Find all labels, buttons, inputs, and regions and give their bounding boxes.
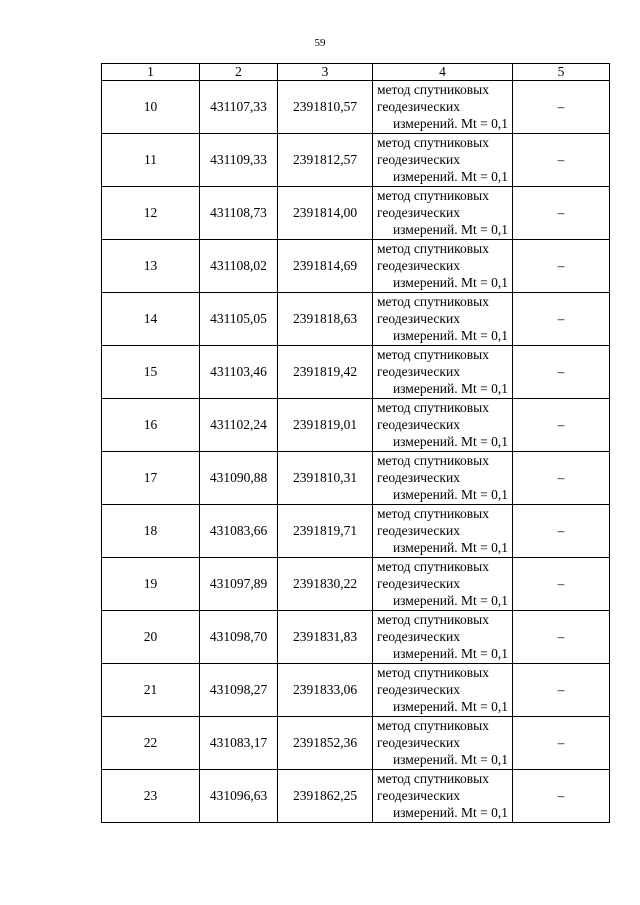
y-coordinate-cell: 2391812,57 [278, 134, 373, 187]
method-line: геодезических [377, 417, 460, 432]
y-coordinate-cell: 2391819,42 [278, 346, 373, 399]
method-line: измерений. Mt = 0,1 [392, 646, 508, 661]
header-row [102, 64, 610, 81]
note-cell: – [513, 505, 610, 558]
y-coordinate-cell: 2391831,83 [278, 611, 373, 664]
method-line: геодезических [377, 364, 460, 379]
y-coordinate-cell: 2391862,25 [278, 770, 373, 823]
method-cell [373, 611, 513, 664]
method-line: измерений. Mt = 0,1 [392, 275, 508, 290]
point-number-cell: 19 [102, 558, 200, 611]
method-line: измерений. Mt = 0,1 [392, 487, 508, 502]
method-cell [373, 240, 513, 293]
x-coordinate-cell: 431096,63 [200, 770, 278, 823]
y-coordinate-cell: 2391852,36 [278, 717, 373, 770]
method-line: метод спутниковых [377, 506, 489, 521]
x-coordinate-cell: 431098,70 [200, 611, 278, 664]
y-coordinate-cell: 2391830,22 [278, 558, 373, 611]
method-line: геодезических [377, 99, 460, 114]
method-line: метод спутниковых [377, 453, 489, 468]
y-coordinate-cell: 2391810,57 [278, 81, 373, 134]
method-cell [373, 558, 513, 611]
note-cell: – [513, 717, 610, 770]
note-cell: – [513, 770, 610, 823]
header-col-2: 2 [200, 64, 278, 81]
method-line: геодезических [377, 470, 460, 485]
method-line: метод спутниковых [377, 400, 489, 415]
x-coordinate-cell: 431109,33 [200, 134, 278, 187]
method-cell [373, 664, 513, 717]
point-number-cell: 16 [102, 399, 200, 452]
method-line: геодезических [377, 523, 460, 538]
point-number-cell: 14 [102, 293, 200, 346]
method-line: метод спутниковых [377, 612, 489, 627]
header-col-5: 5 [513, 64, 610, 81]
method-line: геодезических [377, 629, 460, 644]
method-line: геодезических [377, 735, 460, 750]
method-line: измерений. Mt = 0,1 [392, 805, 508, 820]
x-coordinate-cell: 431102,24 [200, 399, 278, 452]
table-row [102, 505, 610, 558]
method-line: метод спутниковых [377, 294, 489, 309]
table-row [102, 717, 610, 770]
method-cell [373, 81, 513, 134]
method-line: геодезических [377, 152, 460, 167]
method-line: метод спутниковых [377, 771, 489, 786]
point-number-cell: 17 [102, 452, 200, 505]
point-number-cell: 13 [102, 240, 200, 293]
method-line: геодезических [377, 311, 460, 326]
method-cell [373, 505, 513, 558]
point-number-cell: 12 [102, 187, 200, 240]
method-cell [373, 134, 513, 187]
method-cell [373, 293, 513, 346]
table-row [102, 346, 610, 399]
method-line: метод спутниковых [377, 718, 489, 733]
y-coordinate-cell: 2391819,01 [278, 399, 373, 452]
method-line: измерений. Mt = 0,1 [392, 593, 508, 608]
header-col-4: 4 [373, 64, 513, 81]
method-line: геодезических [377, 788, 460, 803]
method-line: измерений. Mt = 0,1 [392, 222, 508, 237]
note-cell: – [513, 558, 610, 611]
point-number-cell: 20 [102, 611, 200, 664]
point-number-cell: 18 [102, 505, 200, 558]
note-cell: – [513, 346, 610, 399]
table-row [102, 134, 610, 187]
method-cell [373, 399, 513, 452]
x-coordinate-cell: 431105,05 [200, 293, 278, 346]
y-coordinate-cell: 2391814,69 [278, 240, 373, 293]
header-col-1: 1 [102, 64, 200, 81]
method-line: геодезических [377, 205, 460, 220]
method-line: измерений. Mt = 0,1 [392, 434, 508, 449]
table-row [102, 558, 610, 611]
y-coordinate-cell: 2391814,00 [278, 187, 373, 240]
table-row [102, 664, 610, 717]
method-line: измерений. Mt = 0,1 [392, 540, 508, 555]
table-row [102, 81, 610, 134]
method-line: измерений. Mt = 0,1 [392, 169, 508, 184]
table-row [102, 240, 610, 293]
note-cell: – [513, 187, 610, 240]
point-number-cell: 23 [102, 770, 200, 823]
page-number: 59 [314, 37, 326, 49]
note-cell: – [513, 81, 610, 134]
x-coordinate-cell: 431083,66 [200, 505, 278, 558]
note-cell: – [513, 452, 610, 505]
point-number-cell: 15 [102, 346, 200, 399]
method-cell [373, 452, 513, 505]
x-coordinate-cell: 431103,46 [200, 346, 278, 399]
method-line: измерений. Mt = 0,1 [392, 328, 508, 343]
note-cell: – [513, 293, 610, 346]
method-line: геодезических [377, 258, 460, 273]
note-cell: – [513, 399, 610, 452]
method-line: метод спутниковых [377, 665, 489, 680]
table-row [102, 187, 610, 240]
table-row [102, 293, 610, 346]
x-coordinate-cell: 431107,33 [200, 81, 278, 134]
table-row [102, 452, 610, 505]
method-cell [373, 346, 513, 399]
method-cell [373, 717, 513, 770]
method-line: метод спутниковых [377, 82, 489, 97]
header-col-3: 3 [278, 64, 373, 81]
x-coordinate-cell: 431098,27 [200, 664, 278, 717]
x-coordinate-cell: 431108,73 [200, 187, 278, 240]
table-row [102, 611, 610, 664]
note-cell: – [513, 240, 610, 293]
point-number-cell: 11 [102, 134, 200, 187]
table-body [102, 81, 610, 823]
y-coordinate-cell: 2391810,31 [278, 452, 373, 505]
table-row [102, 770, 610, 823]
method-line: геодезических [377, 682, 460, 697]
point-number-cell: 10 [102, 81, 200, 134]
coordinates-table [101, 63, 610, 823]
method-line: геодезических [377, 576, 460, 591]
method-line: измерений. Mt = 0,1 [392, 699, 508, 714]
method-line: измерений. Mt = 0,1 [392, 752, 508, 767]
note-cell: – [513, 664, 610, 717]
x-coordinate-cell: 431083,17 [200, 717, 278, 770]
note-cell: – [513, 134, 610, 187]
point-number-cell: 21 [102, 664, 200, 717]
x-coordinate-cell: 431108,02 [200, 240, 278, 293]
method-line: измерений. Mt = 0,1 [392, 381, 508, 396]
point-number-cell: 22 [102, 717, 200, 770]
method-line: метод спутниковых [377, 135, 489, 150]
x-coordinate-cell: 431097,89 [200, 558, 278, 611]
x-coordinate-cell: 431090,88 [200, 452, 278, 505]
y-coordinate-cell: 2391818,63 [278, 293, 373, 346]
y-coordinate-cell: 2391819,71 [278, 505, 373, 558]
method-line: метод спутниковых [377, 188, 489, 203]
y-coordinate-cell: 2391833,06 [278, 664, 373, 717]
method-line: метод спутниковых [377, 347, 489, 362]
method-line: метод спутниковых [377, 559, 489, 574]
method-cell [373, 770, 513, 823]
method-line: измерений. Mt = 0,1 [392, 116, 508, 131]
note-cell: – [513, 611, 610, 664]
table-row [102, 399, 610, 452]
method-line: метод спутниковых [377, 241, 489, 256]
method-cell [373, 187, 513, 240]
